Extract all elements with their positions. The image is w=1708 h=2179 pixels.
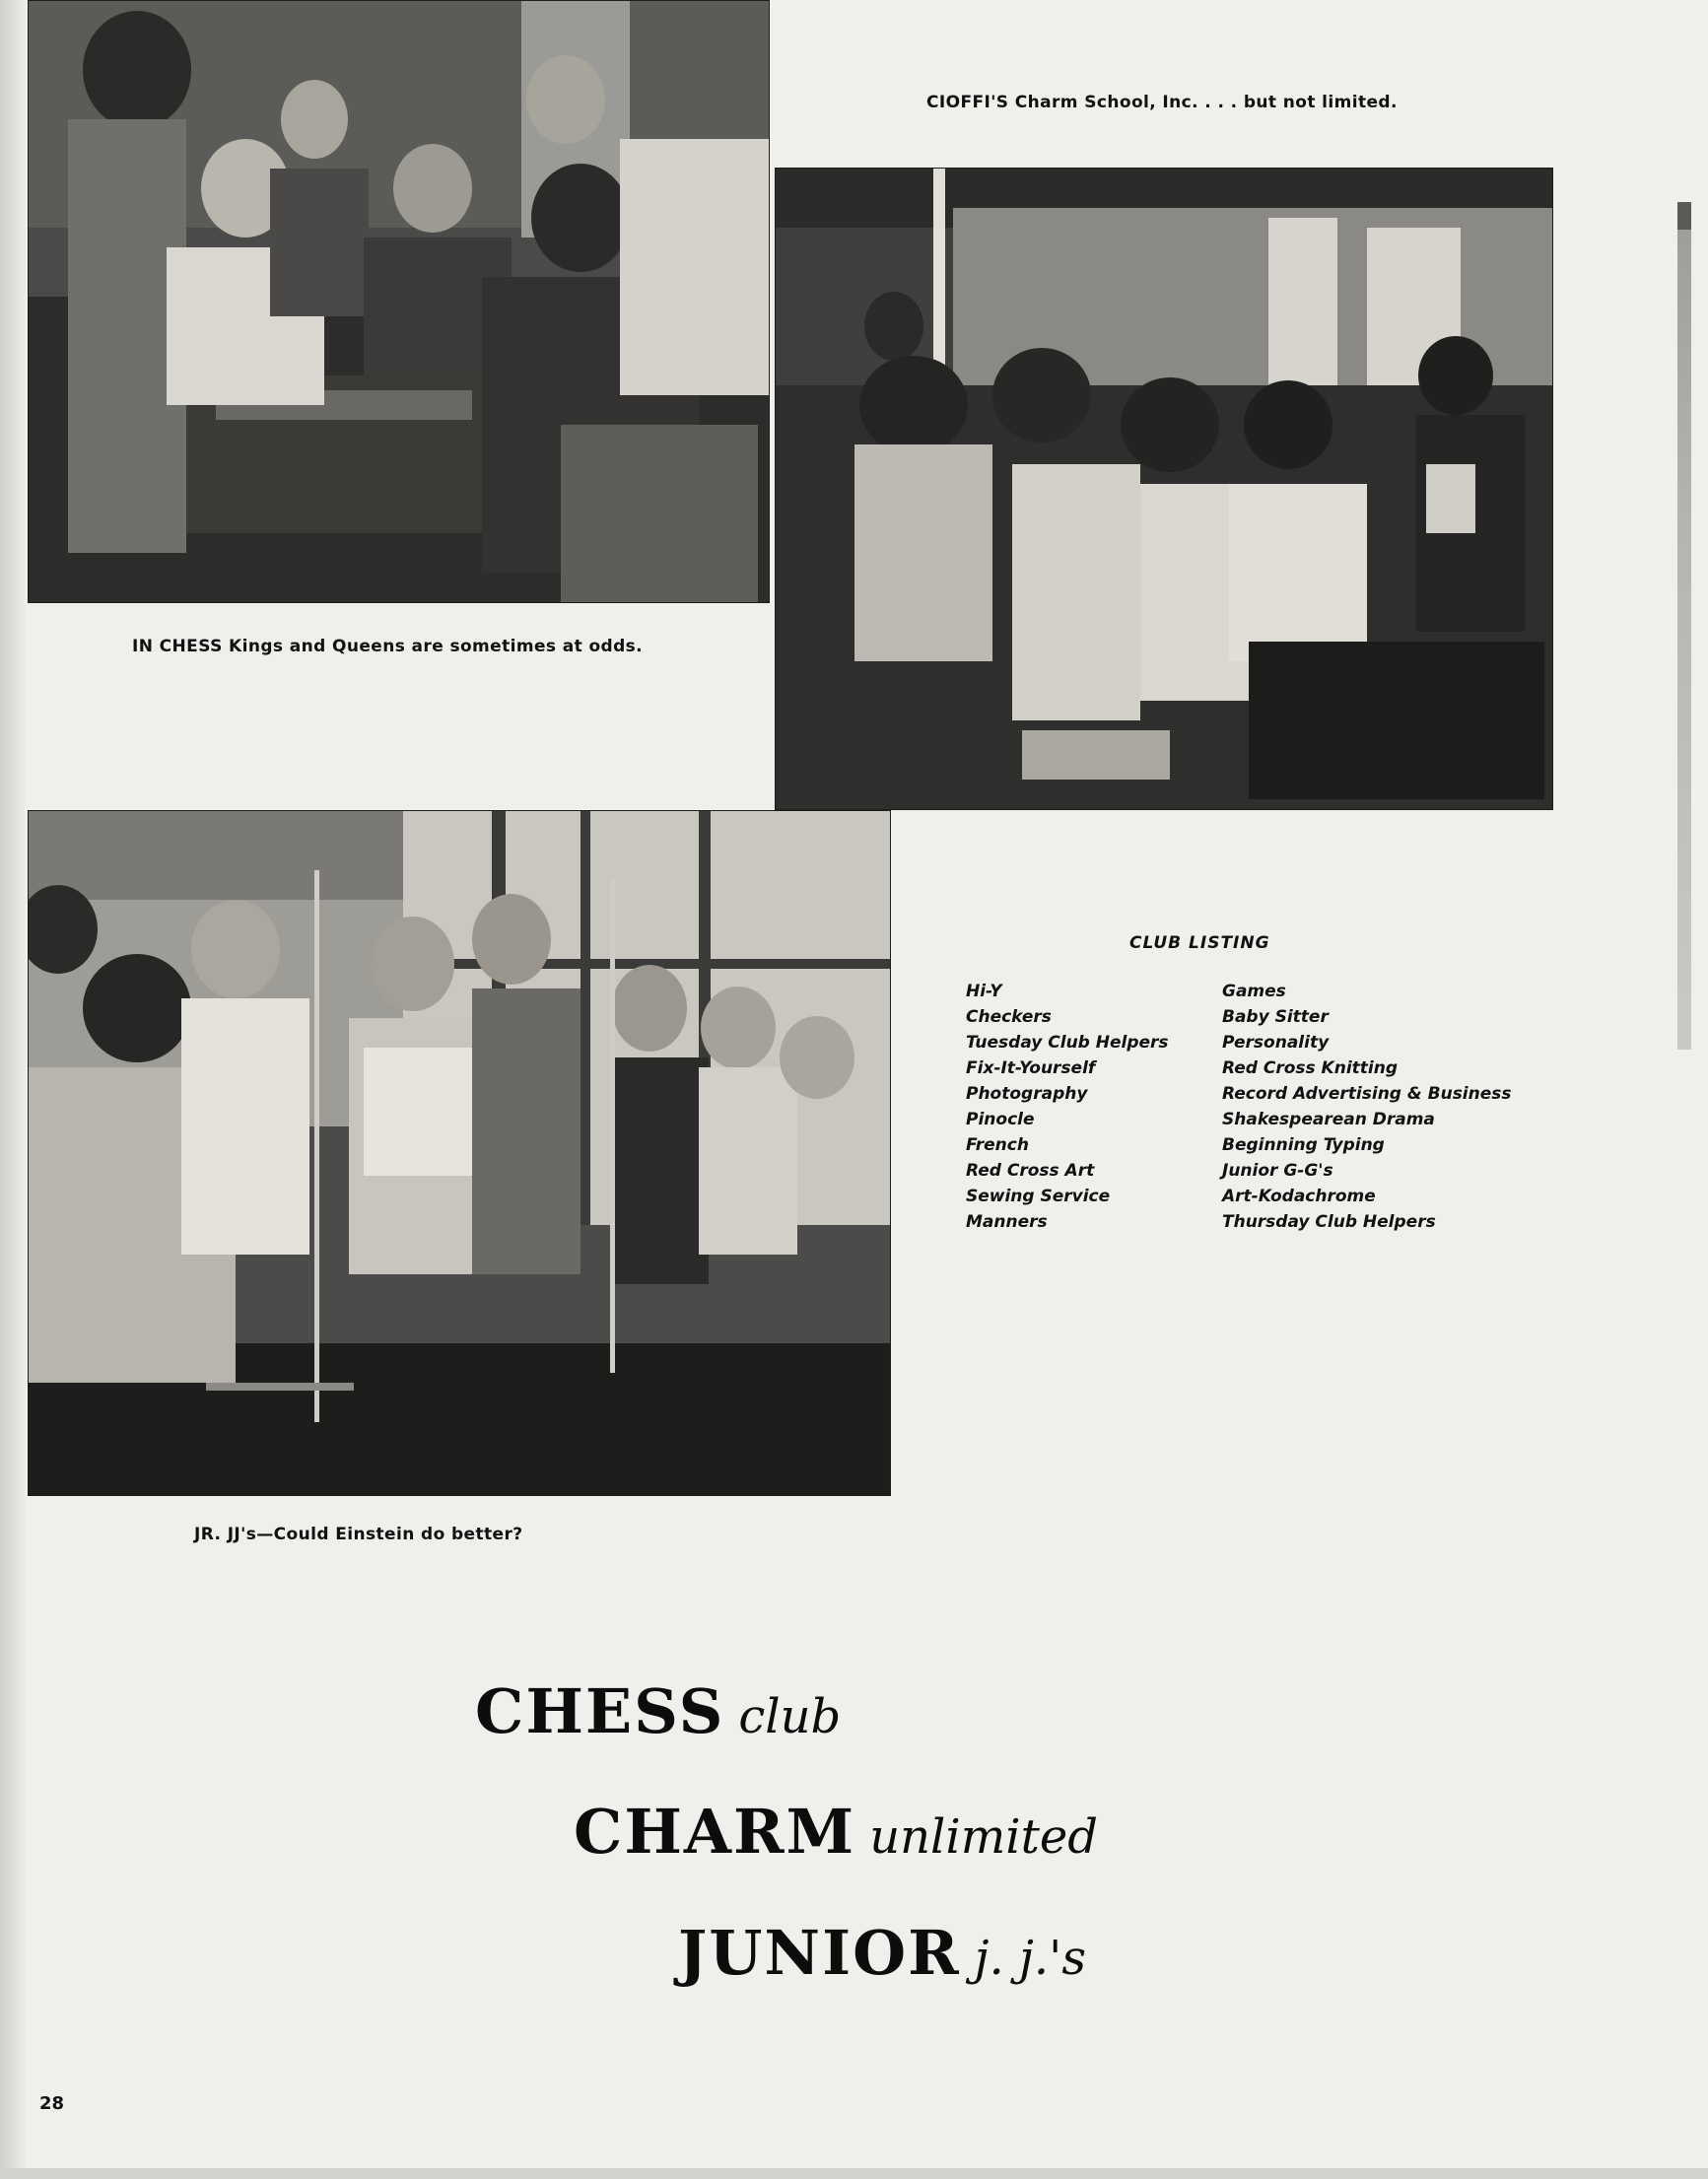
club-item: Photography — [966, 1084, 1088, 1104]
junior-jjs-photo — [28, 810, 891, 1496]
club-item: Baby Sitter — [1222, 1007, 1329, 1027]
club-item: Hi-Y — [966, 982, 1002, 1001]
headline-main: CHARM — [574, 1796, 856, 1868]
club-item: Thursday Club Helpers — [1222, 1212, 1436, 1232]
headline-sub: j. j.'s — [974, 1931, 1086, 1986]
club-item: Sewing Service — [966, 1187, 1111, 1206]
club-item: Manners — [966, 1212, 1048, 1232]
club-item: Checkers — [966, 1007, 1052, 1027]
club-item: French — [966, 1135, 1029, 1155]
club-item: Shakespearean Drama — [1222, 1110, 1435, 1129]
page-edge-tab — [1677, 202, 1691, 1050]
charm-caption: CIOFFI'S Charm School, Inc. . . . but not limited. — [926, 93, 1398, 112]
headline-sub: unlimited — [869, 1809, 1099, 1865]
club-item: Junior G-G's — [1222, 1161, 1333, 1181]
page-number: 28 — [39, 2093, 65, 2114]
chess-caption: IN CHESS Kings and Queens are sometimes at odds. — [132, 637, 644, 656]
club-item: Record Advertising & Business — [1222, 1084, 1512, 1104]
junior-caption: JR. JJ's—Could Einstein do better? — [194, 1525, 523, 1544]
headline-junior-jjs — [678, 1917, 1086, 1989]
headline-main: CHESS — [475, 1675, 725, 1747]
club-item: Beginning Typing — [1222, 1135, 1385, 1155]
club-item: Tuesday Club Helpers — [966, 1033, 1169, 1053]
club-item: Pinocle — [966, 1110, 1035, 1129]
headline-sub: club — [738, 1689, 842, 1744]
page-bottom-edge — [0, 2168, 1708, 2179]
page-binding-edge — [0, 0, 26, 2179]
headline-main: JUNIOR — [678, 1917, 961, 1989]
club-item: Games — [1222, 982, 1286, 1001]
club-item: Red Cross Art — [966, 1161, 1095, 1181]
club-item: Red Cross Knitting — [1222, 1058, 1399, 1078]
headline-charm-unlimited — [574, 1796, 1098, 1868]
charm-school-photo — [775, 168, 1553, 810]
club-item: Fix-It-Yourself — [966, 1058, 1096, 1078]
club-item: Art-Kodachrome — [1222, 1187, 1376, 1206]
club-listing-column-1 — [966, 979, 1169, 1235]
club-listing-column-2 — [1222, 979, 1512, 1235]
chess-club-photo — [28, 0, 770, 603]
club-listing-title: CLUB LISTING — [1129, 933, 1270, 953]
club-item: Personality — [1222, 1033, 1330, 1053]
headline-chess-club — [475, 1675, 841, 1747]
